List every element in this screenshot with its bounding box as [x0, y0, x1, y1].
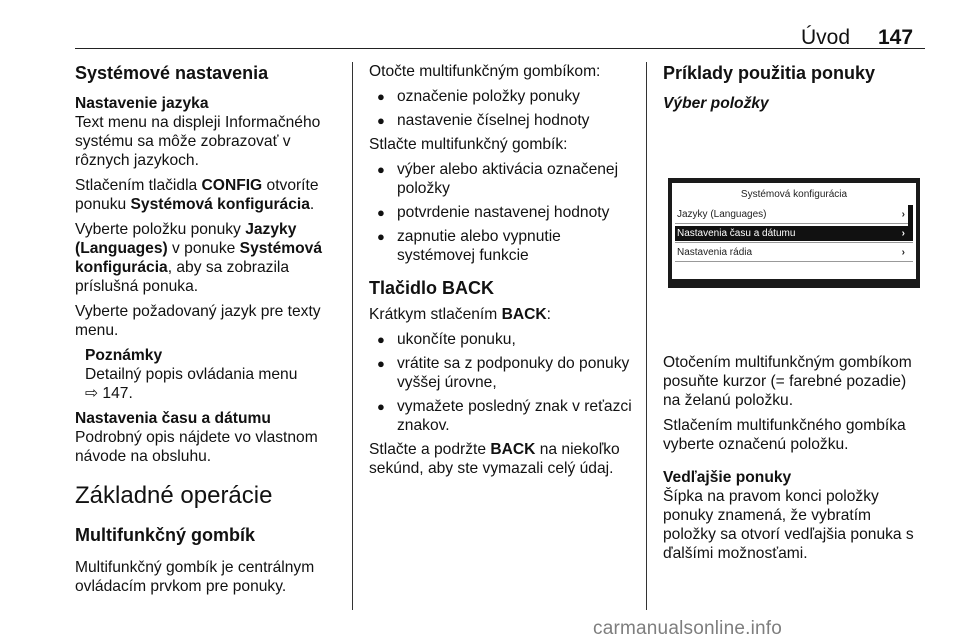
list-item: ● vymažete posledný znak v reťazci znakov. — [369, 397, 637, 435]
rotate-list — [369, 87, 637, 130]
paragraph-language-intro: Text menu na displeji Informačného systému sa môže zobrazovať v rôznych jazykoch. — [75, 114, 321, 169]
display-bezel — [668, 178, 920, 288]
subheading-back-button: Tlačidlo BACK — [369, 278, 495, 298]
paragraph-multifunction-knob: Multifunkčný gombík je centrálnym ovládacím prvkom pre ponuky. — [75, 559, 315, 595]
column-3 — [663, 62, 925, 569]
back-list — [369, 330, 637, 435]
back-intro: Krátkym stlačením BACK: — [369, 306, 551, 323]
column-divider-1 — [352, 62, 353, 610]
menu-row-label: Nastavenia času a dátumu — [677, 228, 796, 239]
header-rule — [75, 48, 925, 49]
note-text: Detailný popis ovládania menu ⇨ 147. — [85, 366, 298, 402]
section-title: Úvod — [800, 26, 850, 49]
list-item: ● zapnutie alebo vypnutie systémovej funkcie — [369, 227, 637, 265]
column-2 — [369, 62, 637, 484]
subheading-select-item: Výber položky — [663, 95, 769, 112]
chevron-right-icon: › — [901, 209, 905, 220]
list-item: ● výber alebo aktivácia označenej položky — [369, 160, 637, 198]
chevron-right-icon: › — [901, 247, 905, 258]
display-title: Systémová konfigurácia — [740, 189, 848, 200]
subheading-submenus: Vedľajšie ponuky — [663, 469, 792, 486]
page-number: 147 — [878, 26, 914, 49]
note-heading: Poznámky — [85, 347, 163, 364]
list-item: ● označenie položky ponuky — [369, 87, 637, 106]
paragraph-select-language: Vyberte položku ponuky Jazyky (Languages) v ponuke Systémová konfigurácia, aby sa zobrazila príslušná ponuka. — [75, 221, 323, 295]
back-hold-text: Stlačte a podržte BACK na niekoľko sekúnd, aby ste vymazali celý údaj. — [369, 441, 620, 477]
paragraph-choose-language: Vyberte požadovaný jazyk pre texty menu. — [75, 303, 321, 339]
row-divider — [675, 223, 913, 224]
list-item: ● ukončíte ponuku, — [369, 330, 637, 349]
scrollbar[interactable] — [908, 205, 913, 239]
chevron-right-icon: › — [901, 228, 905, 239]
arrow-right-icon: ⇨ — [85, 385, 99, 402]
press-list — [369, 160, 637, 265]
menu-row-languages[interactable] — [675, 207, 913, 222]
column-1 — [75, 62, 343, 602]
section-heading-menu-examples: Príklady použitia ponuky — [663, 63, 876, 83]
watermark: carmanualsonline.info — [593, 618, 783, 639]
subheading-time-date: Nastavenia času a dátumu — [75, 410, 271, 427]
paragraph-time-date: Podrobný opis nájdete vo vlastnom návode na obsluhu. — [75, 429, 318, 465]
menu-row-time-date[interactable] — [675, 226, 913, 241]
subheading-multifunction-knob: Multifunkčný gombík — [75, 525, 255, 545]
system-config-keyword-2: Systémová konfigurácia — [75, 240, 323, 276]
subheading-language: Nastavenie jazyka — [75, 95, 209, 112]
row-divider — [675, 242, 913, 243]
list-item: ● potvrdenie nastavenej hodnoty — [369, 203, 637, 222]
display-panel — [672, 183, 916, 279]
section-heading-system-settings: Systémové nastavenia — [75, 63, 269, 83]
back-keyword: BACK — [501, 306, 547, 323]
back-keyword-2: BACK — [490, 441, 536, 458]
menu-row-label: Nastavenia rádia — [677, 247, 753, 258]
languages-keyword: Jazyky (Languages) — [75, 221, 297, 257]
paragraph-submenus: Šípka na pravom konci položky ponuky znamená, že vybratím položky sa otvorí vedľajšia ponuka s ďalšími možnosťami. — [663, 488, 914, 562]
menu-row-radio[interactable] — [675, 245, 913, 260]
list-item: ● vrátite sa z podponuky do ponuky vyššej úrovne, — [369, 354, 637, 392]
section-heading-basic-operations: Základné operácie — [75, 482, 273, 509]
system-config-keyword: Systémová konfigurácia — [130, 196, 310, 213]
paragraph-config: Stlačením tlačidla CONFIG otvoríte ponuku Systémová konfigurácia. — [75, 177, 319, 213]
note-box — [85, 346, 343, 403]
page-reference: 147. — [102, 385, 133, 402]
row-divider — [675, 261, 913, 262]
rotate-intro: Otočte multifunkčným gombíkom: — [369, 63, 601, 80]
column-divider-2 — [646, 62, 647, 610]
press-intro: Stlačte multifunkčný gombík: — [369, 136, 568, 153]
paragraph-rotate-cursor: Otočením multifunkčným gombíkom posuňte kurzor (= farebné pozadie) na želanú položku. — [663, 354, 912, 409]
paragraph-press-select: Stlačením multifunkčného gombíka vyberte označenú položku. — [663, 417, 906, 453]
config-keyword: CONFIG — [201, 177, 263, 194]
menu-row-label: Jazyky (Languages) — [677, 209, 767, 220]
list-item: ● nastavenie číselnej hodnoty — [369, 111, 637, 130]
display-screenshot — [663, 123, 925, 337]
